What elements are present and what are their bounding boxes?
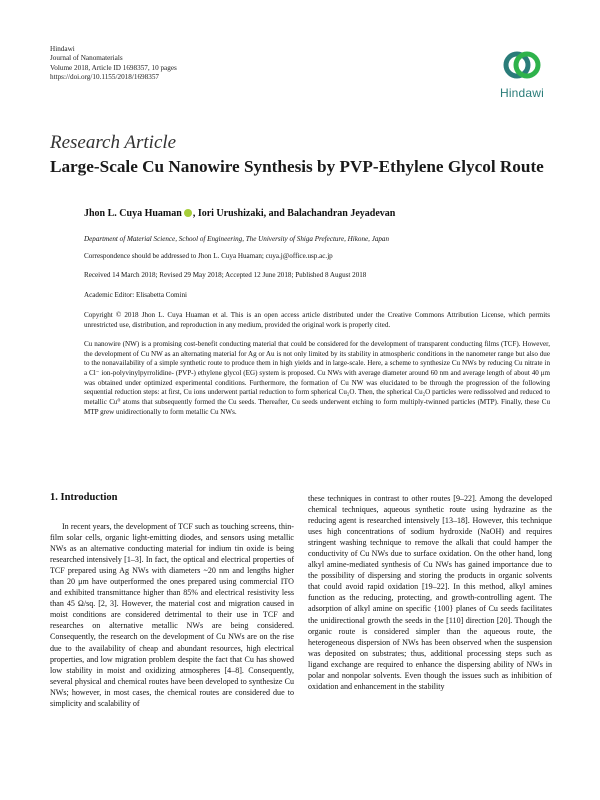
left-column [50, 521, 294, 709]
logo-wordmark: Hindawi [499, 86, 545, 100]
right-column [308, 493, 552, 692]
orcid-icon[interactable] [184, 209, 192, 217]
publication-dates: Received 14 March 2018; Revised 29 May 2018; Accepted 12 June 2018; Published 8 August 2018 [84, 271, 367, 279]
correspondence: Correspondence should be addressed to Jhon L. Cuya Huaman; cuya.j@office.usp.ac.jp [84, 252, 333, 260]
journal-name: Journal of Nanomaterials [50, 54, 123, 63]
section-heading: 1. Introduction [50, 492, 118, 503]
affiliation: Department of Material Science, School of Engineering, The University of Shiga Prefecture, Hikone, Japan [84, 235, 390, 243]
paper-title: Large-Scale Cu Nanowire Synthesis by PVP-Ethylene Glycol Route [50, 157, 544, 176]
copyright-notice: Copyright © 2018 Jhon L. Cuya Huaman et al. This is an open access article distributed under the Creative Commons Attribution License, which permits unrestricted use, distribution, and reproduction in any medium, provided the original work is properly cited. [84, 311, 550, 329]
academic-editor: Academic Editor: Elisabetta Comini [84, 291, 188, 299]
other-authors: , Iori Urushizaki, and Balachandran Jeyadevan [192, 208, 396, 219]
intro-paragraph-left: In recent years, the development of TCF such as touching screens, thin-film solar cells, organic light-emitting diodes, and sensors using metallic NWs as an alternative conducting material for indium tin oxide is being researched intensively [1–3]. In fact, the optical and electrical properties of TCF prepared using Ag NWs with diameters ~20 nm and lengths higher than 20 μm have outperformed the ones prepared using commercial ITO and exhibited transmittance higher than 85% and electrical resistivity less than 45 Ω/sq. [2, 3]. However, the material cost and migration caused in moist conditions are considered detrimental to their use in TCF and researches on alternative metallic NWs are being considered. Consequently, the research on the development of Cu NWs are on the rise due to the availability of cheap and abundant resources, high electrical properties, and low migration problem despite the fact that Cu has showed low stability in moist and oxidizing atmospheres [4–8]. Consequently, several physical and chemical routes have been developed to synthesize Cu NWs; however, in most cases, the chemical routes are considered due to simplicity and scalability of [50, 522, 294, 708]
journal-meta [50, 45, 350, 83]
intro-paragraph-right: these techniques in contrast to other routes [9–22]. Among the developed chemical techniques, aqueous synthetic route using hydrazine as the reducing agent is researched intensively [13–18]. However, this technique uses high concentrations of sodium hydroxide (NaOH) and requires stringent washing technique to remove the alkali that could hamper the conductivity of Cu NWs due to surface oxidation. On the other hand, long alkyl amine-mediated synthesis of Cu NWs has gained importance due to the possibility of dispersing and storing the products in organic solvents that could avoid rapid oxidation [19–22]. In this method, alkyl amines function as the reducing, protecting, and growth-controlling agent. The adsorption of alkyl amine on specific {100} planes of Cu seeds facilitates the unidirectional growth the seeds in the [110] direction [20]. Though the organic route is considered simpler than the aqueous route, the heterogeneous dispersion of NWs has been observed when the suspension was deposited on substrates; thus, additional processing steps such as ligand exchange are required to enhance the dispersing ability of NWs in polar and nonpolar solvents. Even though the issues such as inhibition of oxidation and enhancement in the stability [308, 494, 552, 691]
hindawi-logo-icon [502, 45, 542, 85]
publisher-name: Hindawi [50, 45, 75, 53]
first-author: Jhon L. Cuya Huaman [84, 208, 182, 219]
doi-link[interactable]: https://doi.org/10.1155/2018/1698357 [50, 73, 160, 82]
volume-line: Volume 2018, Article ID 1698357, 10 pages [50, 63, 177, 72]
article-type: Research Article [50, 132, 177, 153]
hindawi-logo [493, 45, 551, 105]
abstract: Cu nanowire (NW) is a promising cost-benefit conducting material that could be considered for the development of transparent conducting films (TCF). However, the development of Cu NW as an alternating material for Ag or Au is not only limited by its stability in atmospheric conditions in the nanometer range but also due to the nonavailability of a simple synthetic route to produce them in high yields and in large-scale. Here, a scheme to synthesize Cu NWs by reducing Cu nitrate in a Cl⁻ ion-polyvinylpyrrolidine- (PVP-) ethylene glycol (EG) system is proposed. Cu NWs with average diameter around 60 nm and average length of about 40 μm was obtained under optimized experimental conditions. Furthermore, the formation of Cu NW was elucidated to be through the progression of the following sequential reduction steps: at first, Cu ions underwent partial reduction to form spherical Cu₂O. Then, the spherical Cu₂O particles were redissolved and reduced to metallic Cu⁰ atoms that subsequently formed the Cu seeds. Thereafter, Cu seeds underwent etching to form multiply-twinned particles (MTP). Finally, these Cu MTP grew unidirectionally to form metallic Cu NWs. [84, 340, 550, 416]
authors [84, 208, 564, 219]
